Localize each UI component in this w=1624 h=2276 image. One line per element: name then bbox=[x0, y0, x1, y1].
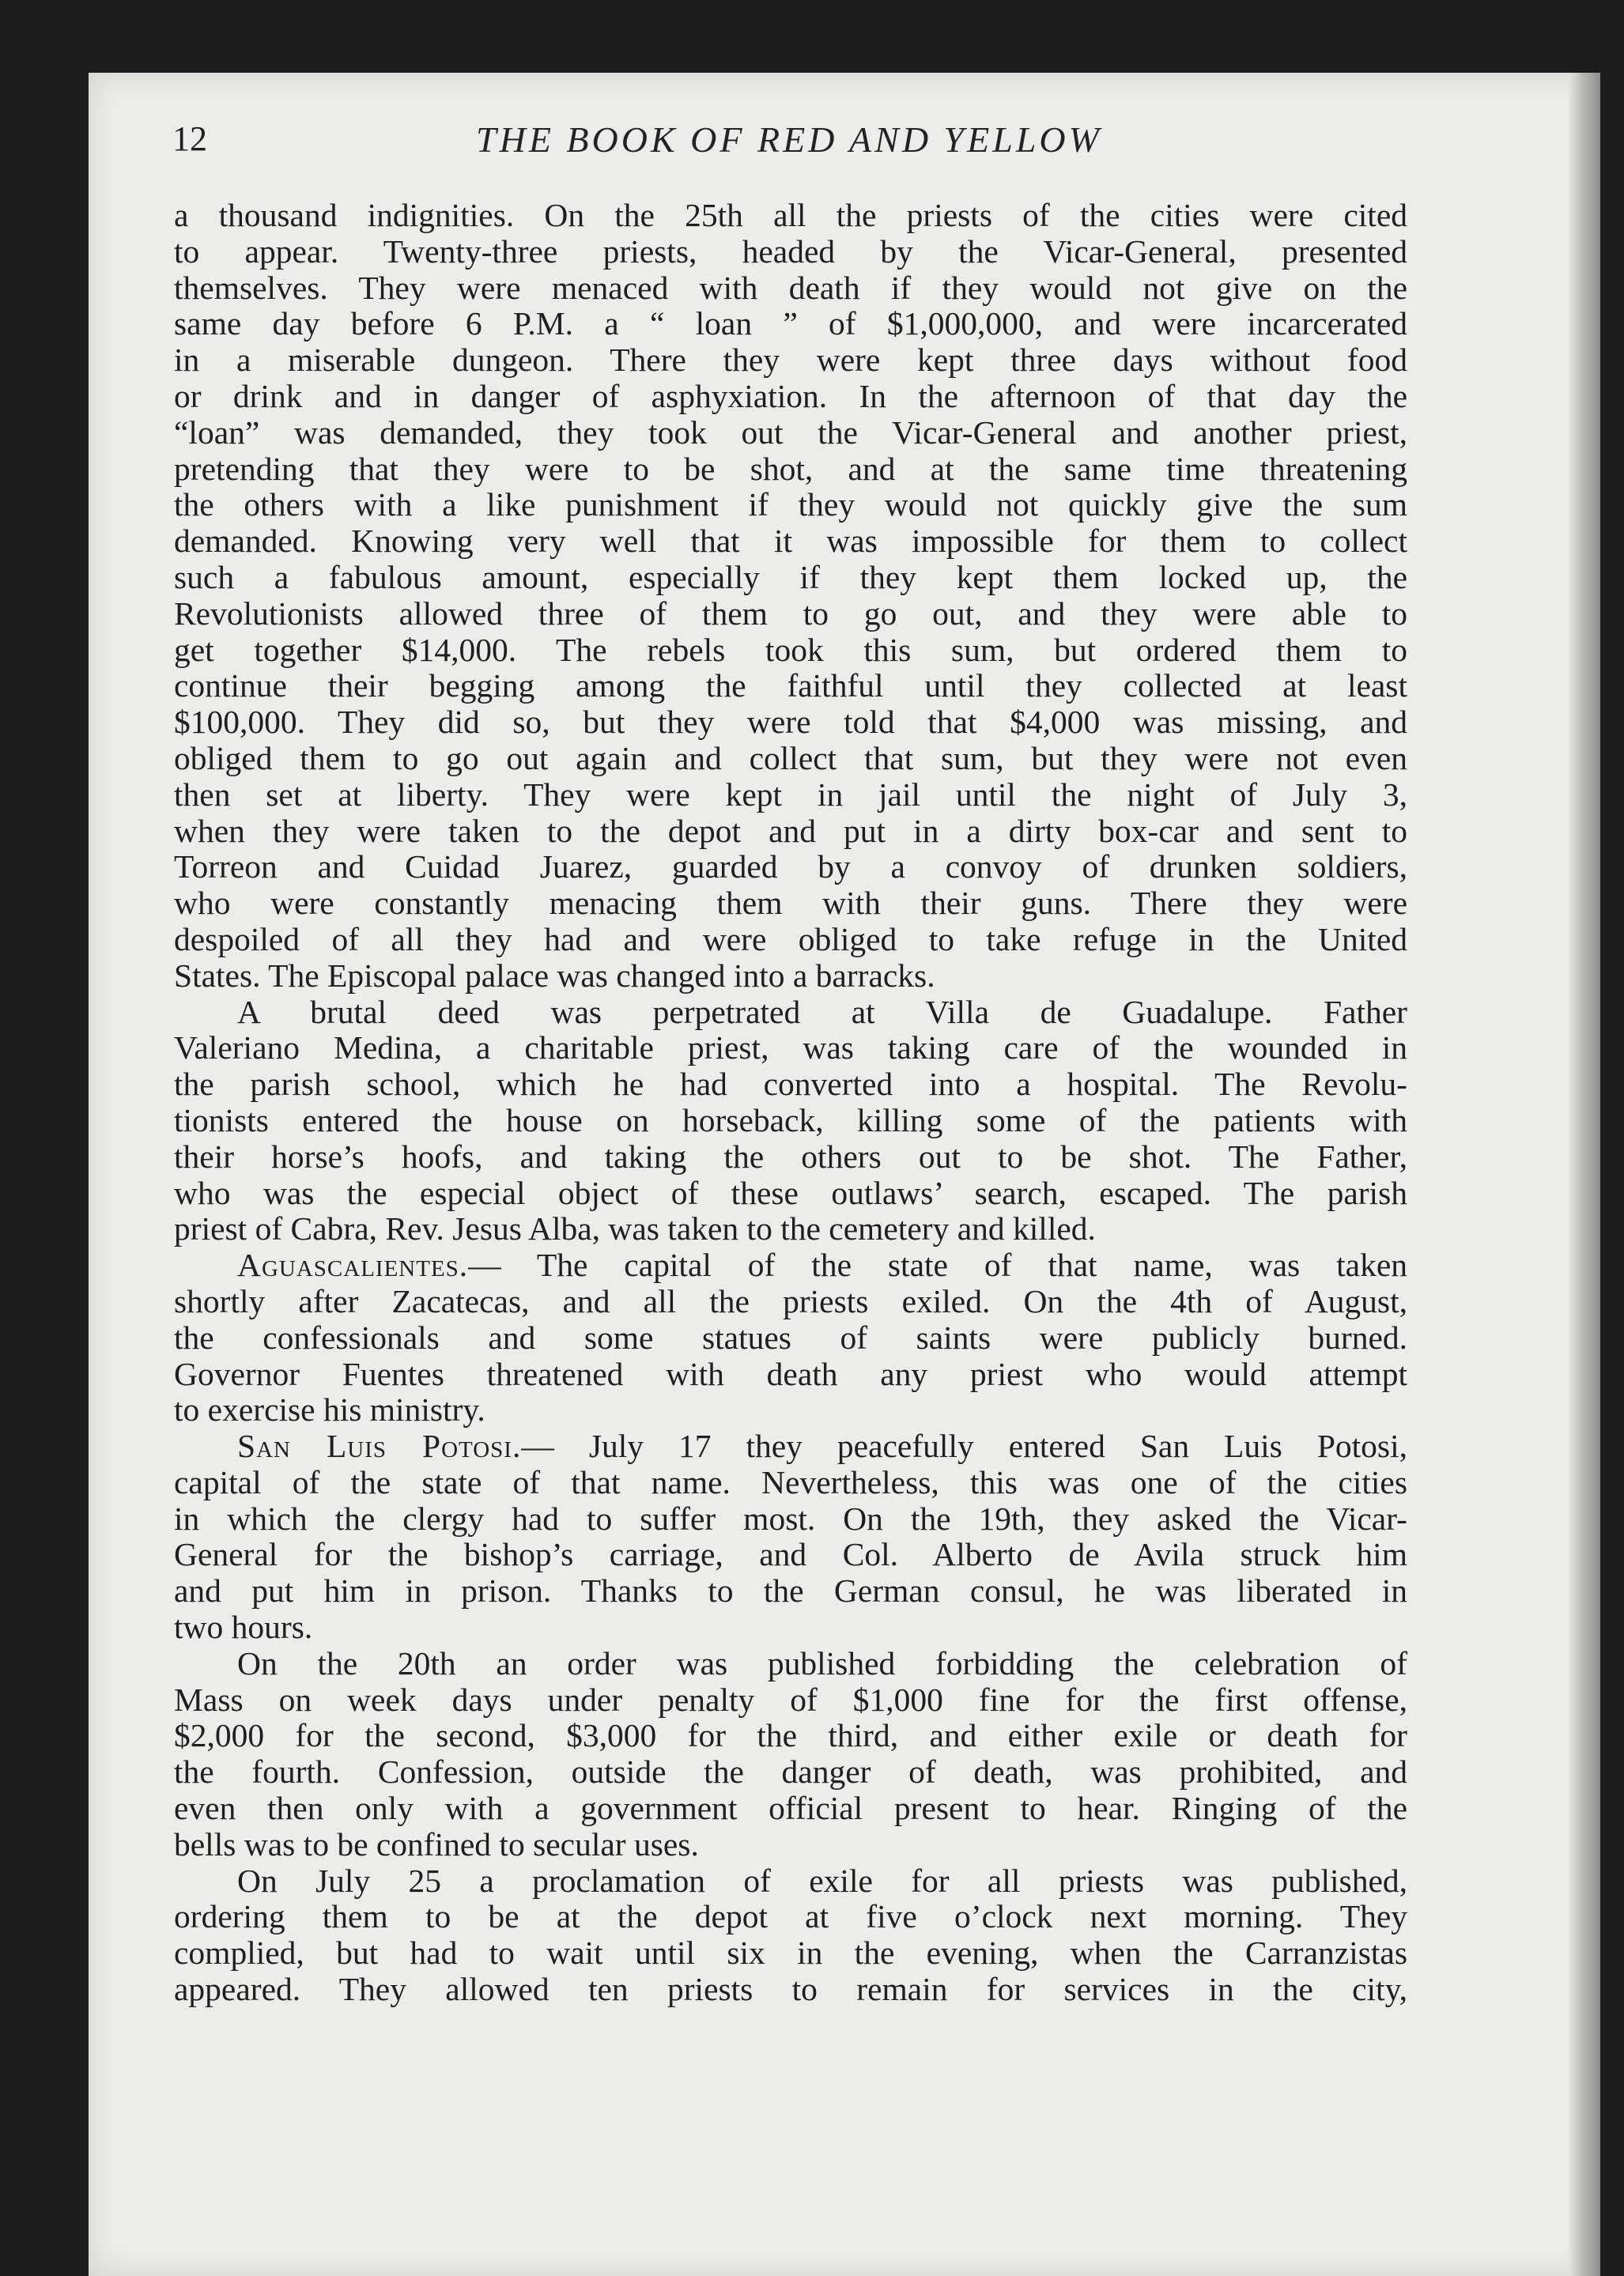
text-line: their horse’s hoofs, and taking the others out to be shot. The Father, bbox=[174, 1138, 1407, 1175]
text-line: obliged them to go out again and collect that sum, but they were not even bbox=[174, 739, 1407, 776]
paragraph bbox=[174, 198, 1407, 995]
text-line: On July 25 a proclamation of exile for all priests was published, bbox=[237, 1862, 1407, 1899]
text-line: the others with a like punishment if they would not quickly give the sum bbox=[174, 486, 1407, 523]
text-line: who was the especial object of these outlaws’ search, escaped. The parish bbox=[174, 1174, 1407, 1211]
text-line: appeared. They allowed ten priests to remain for services in the city, bbox=[174, 1971, 1407, 2008]
text-line: two hours. bbox=[174, 1609, 313, 1646]
text-line: Revolutionists allowed three of them to go out, and they were able to bbox=[174, 594, 1407, 632]
text-line: such a fabulous amount, especially if they kept them locked up, the bbox=[174, 558, 1407, 595]
text-line: and put him in prison. Thanks to the German consul, he was liberated in bbox=[174, 1572, 1407, 1610]
text-line: priest of Cabra, Rev. Jesus Alba, was taken to the cemetery and killed. bbox=[174, 1210, 1096, 1247]
text-line: San Luis Potosi.— July 17 they peacefully entered San Luis Potosi, bbox=[237, 1428, 1407, 1465]
running-title: THE BOOK OF RED AND YELLOW bbox=[476, 119, 1102, 160]
text-line: tionists entered the house on horseback, killing some of the patients with bbox=[174, 1101, 1407, 1138]
text-line: to exercise his ministry. bbox=[174, 1391, 485, 1429]
text-line: Governor Fuentes threatened with death any priest who would attempt bbox=[174, 1355, 1407, 1392]
text-line: or drink and in danger of asphyxiation. In the afternoon of that day the bbox=[174, 377, 1407, 414]
text-line: when they were taken to the depot and put in a dirty box-car and sent to bbox=[174, 812, 1407, 849]
text-line: who were constantly menacing them with their guns. There they were bbox=[174, 885, 1407, 922]
paragraph bbox=[174, 1429, 1407, 1646]
text-line: demanded. Knowing very well that it was impossible for them to collect bbox=[174, 523, 1407, 560]
page-body bbox=[174, 198, 1407, 2008]
text-line: get together $14,000. The rebels took this sum, but ordered them to bbox=[174, 631, 1407, 668]
text-line: same day before 6 P.M. a “ loan ” of $1,000,000, and were incarcerated bbox=[174, 305, 1407, 342]
text-line: shortly after Zacatecas, and all the priests exiled. On the 4th of August, bbox=[174, 1282, 1407, 1319]
section-heading: San Luis Potosi. bbox=[237, 1428, 522, 1465]
text-line: bells was to be confined to secular uses. bbox=[174, 1825, 699, 1863]
text-line: General for the bishop’s carriage, and Col. Alberto de Avila struck him bbox=[174, 1536, 1407, 1573]
text-line: capital of the state of that name. Nevertheless, this was one of the cities bbox=[174, 1463, 1407, 1500]
text-line: ordering them to be at the depot at five o’clock next morning. They bbox=[174, 1898, 1407, 1935]
text-line: themselves. They were menaced with death if they would not give on the bbox=[174, 269, 1407, 306]
page-number: 12 bbox=[172, 119, 207, 158]
text-line: continue their begging among the faithful until they collected at least bbox=[174, 667, 1407, 704]
text-line: States. The Episcopal palace was changed into a barracks. bbox=[174, 957, 935, 994]
text-line: Aguascalientes.— The capital of the state of that name, was taken bbox=[237, 1247, 1407, 1284]
text-line: $100,000. They did so, but they were told that $4,000 was missing, and bbox=[174, 704, 1407, 741]
section-heading: Aguascalientes. bbox=[237, 1247, 469, 1284]
text-line: $2,000 for the second, $3,000 for the third, and either exile or death for bbox=[174, 1717, 1407, 1754]
text-line: the fourth. Confession, outside the danger of death, was prohibited, and bbox=[174, 1753, 1407, 1791]
text-line: A brutal deed was perpetrated at Villa de Guadalupe. Father bbox=[237, 993, 1407, 1030]
text-line: the parish school, which he had converted into a hospital. The Revolu- bbox=[174, 1066, 1407, 1103]
page-header bbox=[172, 119, 1406, 182]
text-line: complied, but had to wait until six in the evening, when the Carranzistas bbox=[174, 1934, 1407, 1972]
text-line: to appear. Twenty-three priests, headed by the Vicar-General, presented bbox=[174, 232, 1407, 270]
page-gutter bbox=[1569, 73, 1600, 2276]
text-line: a thousand indignities. On the 25th all the priests of the cities were cited bbox=[174, 197, 1407, 233]
paragraph bbox=[174, 1646, 1407, 1863]
paragraph bbox=[174, 1863, 1407, 2008]
text-line: then set at liberty. They were kept in jail until the night of July 3, bbox=[174, 776, 1407, 813]
text-line: even then only with a government official present to hear. Ringing of the bbox=[174, 1790, 1407, 1827]
text-line: Mass on week days under penalty of $1,000 fine for the first offense, bbox=[174, 1681, 1407, 1718]
text-line: Valeriano Medina, a charitable priest, was taking care of the wounded in bbox=[174, 1029, 1407, 1066]
text-line: in which the clergy had to suffer most. On the 19th, they asked the Vicar- bbox=[174, 1500, 1407, 1537]
paragraph bbox=[174, 1247, 1407, 1429]
text-line: “loan” was demanded, they took out the Vicar-General and another priest, bbox=[174, 413, 1407, 451]
text-line: in a miserable dungeon. There they were kept three days without food bbox=[174, 342, 1407, 379]
paragraph bbox=[174, 995, 1407, 1248]
text-line: despoiled of all they had and were obliged to take refuge in the United bbox=[174, 920, 1407, 957]
text-line: pretending that they were to be shot, and at the same time threatening bbox=[174, 450, 1407, 487]
text-line: Torreon and Cuidad Juarez, guarded by a convoy of drunken soldiers, bbox=[174, 848, 1407, 885]
text-line: On the 20th an order was published forbidding the celebration of bbox=[237, 1644, 1407, 1682]
text-line: the confessionals and some statues of saints were publicly burned. bbox=[174, 1319, 1407, 1356]
